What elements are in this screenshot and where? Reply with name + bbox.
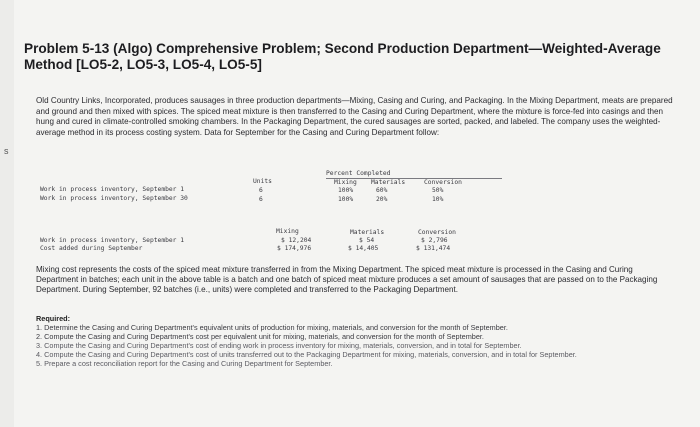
wip-sep30-materials: 20%	[376, 196, 388, 203]
wip-sep1-mixing: 100%	[338, 187, 354, 194]
page-edge	[0, 0, 14, 427]
wip-sep1-label: Work in process inventory, September 1	[40, 186, 185, 193]
cost-wip-sep1-mixing: $ 12,204	[281, 237, 312, 244]
wip-sep30-label: Work in process inventory, September 30	[40, 195, 188, 202]
required-item-3: 3. Compute the Casing and Curing Department's cost of ending work in process inventory for mixing, materials, conversion, and in total for September.	[36, 341, 522, 350]
cost-added-conversion: $ 131,474	[416, 245, 451, 252]
conversion-col-header: Conversion	[424, 179, 462, 186]
units-col-header: Units	[253, 178, 272, 185]
required-section	[36, 314, 676, 368]
cost-conversion-header: Conversion	[418, 229, 456, 236]
wip-sep1-units: 6	[259, 187, 263, 194]
required-heading: Required:	[36, 314, 71, 323]
wip-sep1-materials: 60%	[376, 187, 388, 194]
required-item-1: 1. Determine the Casing and Curing Department's equivalent units of production for mixing, materials, and conversion for the month of September.	[36, 323, 508, 332]
wip-sep30-units: 6	[259, 196, 263, 203]
problem-intro: Old Country Links, Incorporated, produces sausages in three production departments—Mixing, Casing and Curing, and Packaging. In the Mixing Department, meats are prepared and ground and then mixed with spices. The spiced meat mixture is then transferred to the Casing and Curing Department, where the mixture is force-fed into casings and then hung and cured in climate-controlled smoking chambers. In the Packaging Department, the cured sausages are sorted, packed, and labeled. The company uses the weighted-average method in its process costing system. Data for September for the Casing and Curing Department follow:	[36, 96, 673, 137]
cost-wip-sep1-label: Work in process inventory, September 1	[40, 237, 185, 244]
margin-mark: s	[4, 146, 9, 156]
cost-materials-header: Materials	[350, 229, 385, 236]
wip-sep30-mixing: 100%	[338, 196, 354, 203]
percent-completed-header: Percent Completed	[326, 170, 391, 177]
cost-added-mixing: $ 174,976	[277, 245, 312, 252]
mixing-cost-explanation: Mixing cost represents the costs of the spiced meat mixture transferred in from the Mixing Department. The spiced meat mixture is processed in the Casing and Curing Department in batches; each unit in the above table is a batch and one batch of spiced meat mixture produces a set amount of sausages that are passed on to the Packaging Department. During September, 92 batches (i.e., units) were completed and transferred to the Packaging Department.	[36, 265, 658, 295]
cost-wip-sep1-materials: $ 54	[359, 237, 375, 244]
required-item-4: 4. Compute the Casing and Curing Department's cost of units transferred out to the Packaging Department for mixing, materials, conversion, and in total for September.	[36, 350, 577, 359]
cost-added-label: Cost added during September	[40, 245, 143, 252]
cost-added-materials: $ 14,405	[348, 245, 379, 252]
wip-sep1-conversion: 50%	[432, 187, 444, 194]
mixing-col-header: Mixing	[334, 179, 357, 186]
required-item-5: 5. Prepare a cost reconciliation report for the Casing and Curing Department for September.	[36, 359, 333, 368]
problem-title: Problem 5-13 (Algo) Comprehensive Problem; Second Production Department—Weighted-Average Method [LO5-2, LO5-3, LO5-4, LO5-5]	[24, 41, 661, 72]
cost-mixing-header: Mixing	[276, 228, 299, 235]
cost-wip-sep1-conversion: $ 2,796	[421, 237, 448, 244]
wip-sep30-conversion: 10%	[432, 196, 444, 203]
required-item-2: 2. Compute the Casing and Curing Department's cost per equivalent unit for mixing, materials, and conversion for the month of September.	[36, 332, 484, 341]
materials-col-header: Materials	[371, 179, 406, 186]
